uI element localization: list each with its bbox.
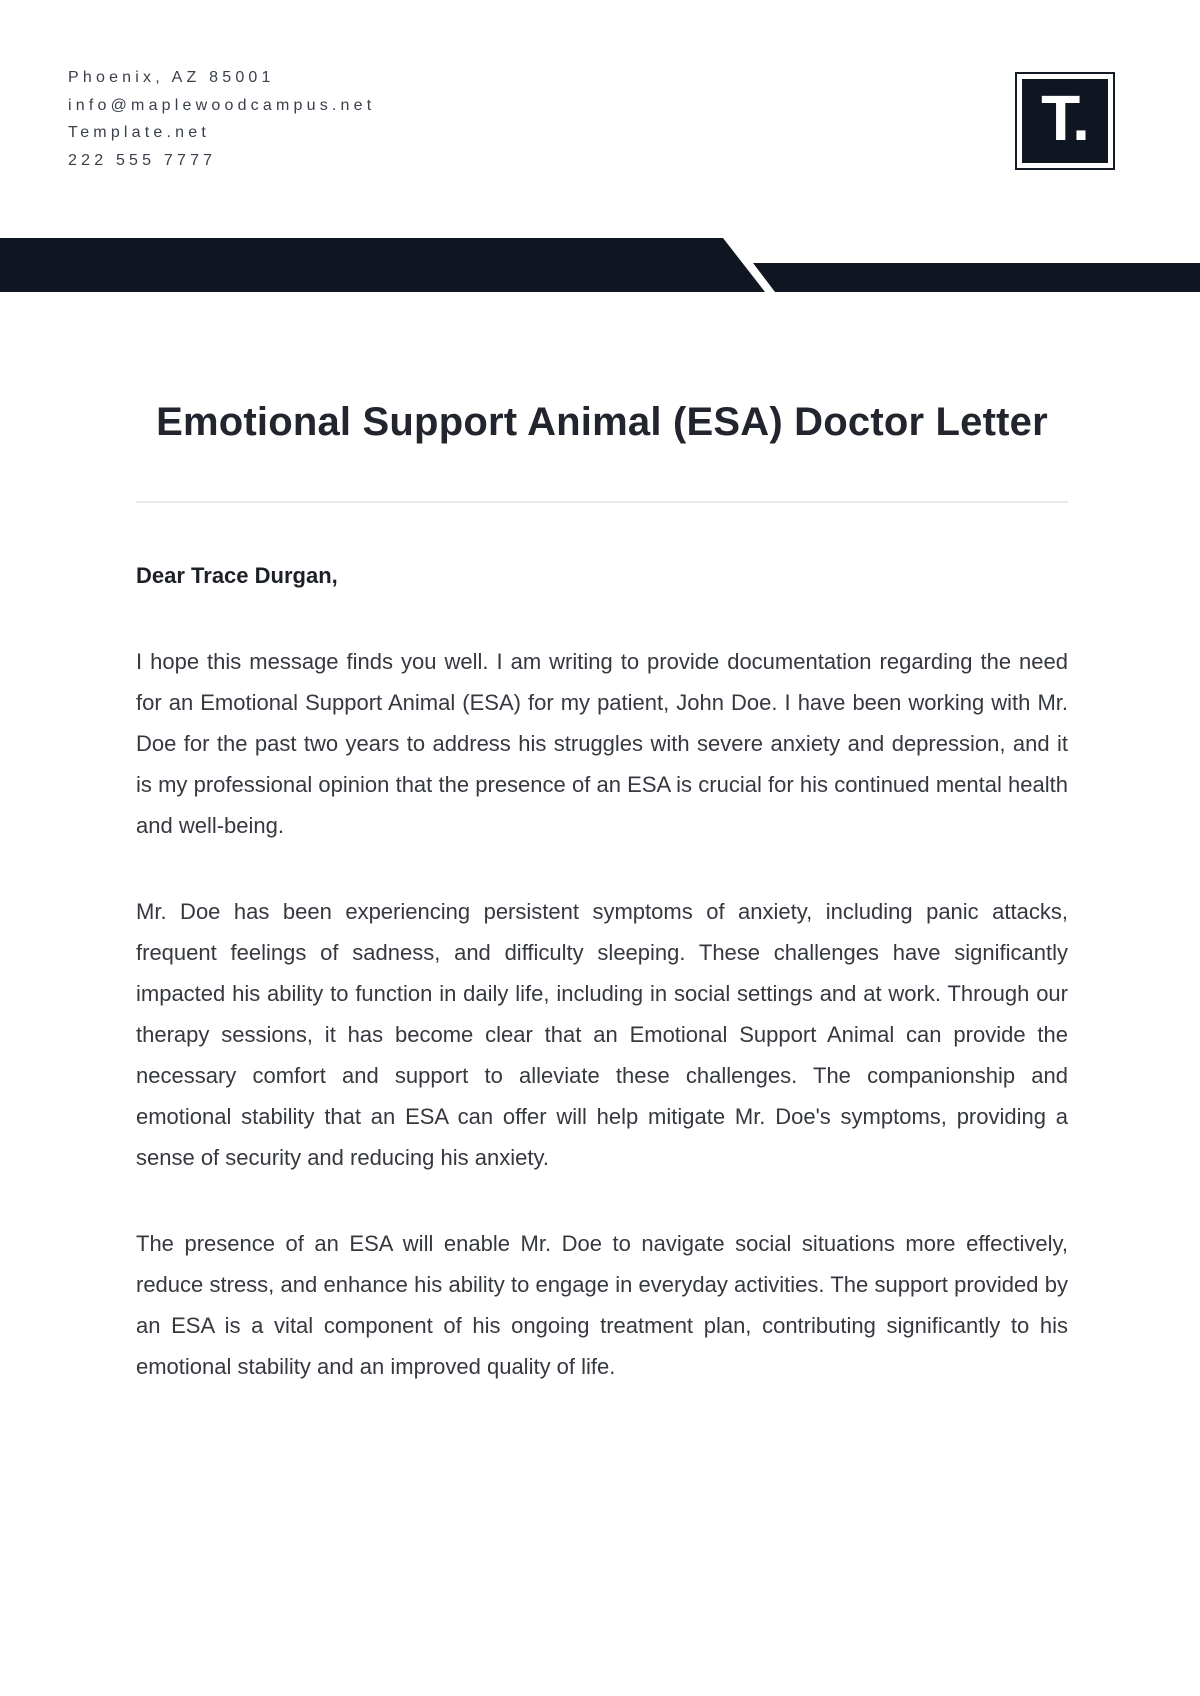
sender-city-line: Phoenix, AZ 85001 xyxy=(68,69,275,86)
letter-paragraph: I hope this message finds you well. I am writing to provide documentation regarding the need for an Emotional Support Animal (ESA) for my patient, John Doe. I have been working with Mr. Doe for the past two years to address his struggles with severe anxiety and depression, and it is my professional opinion that the presence of an ESA is crucial for his continued mental health and well-being. xyxy=(136,649,1068,838)
letter-title: Emotional Support Animal (ESA) Doctor Letter xyxy=(156,400,1048,444)
salutation: Dear Trace Durgan, xyxy=(136,563,338,588)
sender-website-line: Template.net xyxy=(68,124,211,141)
letter-paragraph: Mr. Doe has been experiencing persistent symptoms of anxiety, including panic attacks, frequent feelings of sadness, and difficulty sleeping. These challenges have significantly impacted his ability to function in daily life, including in social settings and at work. Through our therapy sessions, it has become clear that an Emotional Support Animal can provide the necessary comfort and support to alleviate these challenges. The companionship and emotional stability that an ESA can offer will help mitigate Mr. Doe's symptoms, providing a sense of security and reducing his anxiety. xyxy=(136,899,1068,1170)
letter-content xyxy=(136,0,1068,1387)
sender-email-line: info@maplewoodcampus.net xyxy=(68,96,376,114)
sender-phone-line: 222 555 7777 xyxy=(68,151,217,169)
letter-paragraph: The presence of an ESA will enable Mr. Doe to navigate social situations more effectively, reduce stress, and enhance his ability to engage in everyday activities. The support provided by an ESA is a vital component of his ongoing treatment plan, contributing significantly to his emotional stability and an improved quality of life. xyxy=(136,1231,1068,1379)
title-divider xyxy=(136,501,1068,503)
brand-logo-text: T. xyxy=(1022,79,1108,163)
